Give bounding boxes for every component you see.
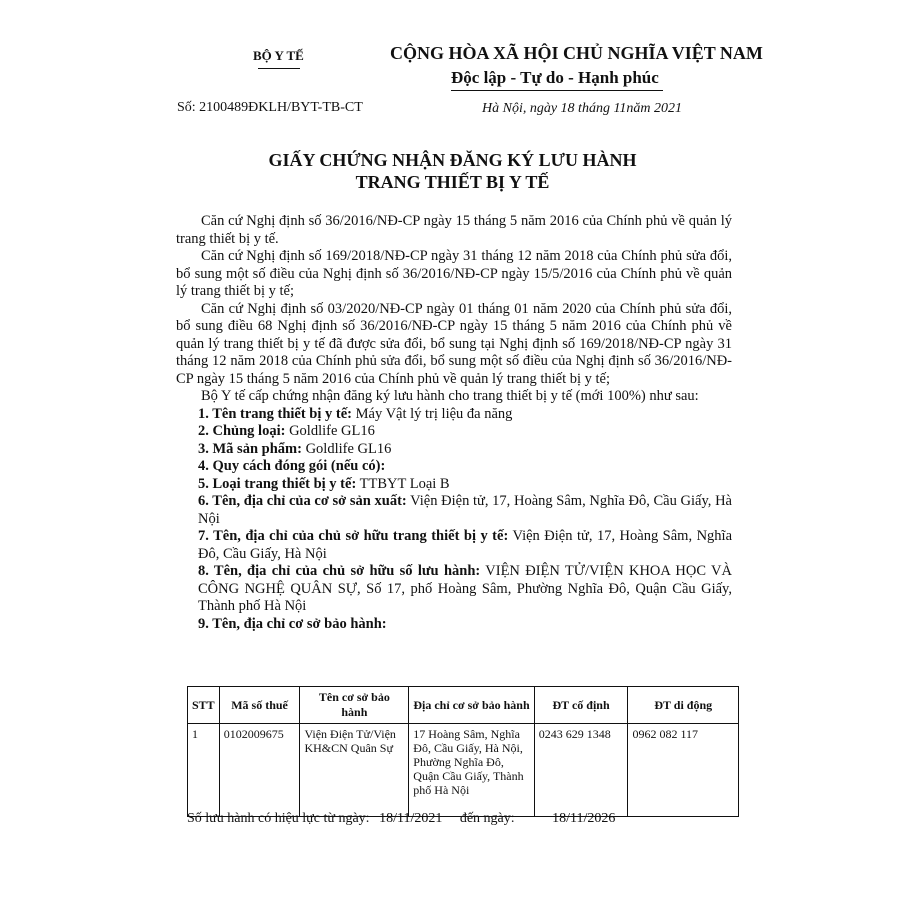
- item-label: 2. Chủng loại:: [198, 423, 286, 439]
- republic-heading: CỘNG HÒA XÃ HỘI CHỦ NGHĨA VIỆT NAM: [390, 43, 763, 63]
- table-header-cell: Mã số thuế: [219, 687, 300, 724]
- warranty-table: [187, 686, 739, 817]
- table-cell: Viện Điện Tử/Viện KH&CN Quân Sự: [300, 724, 409, 817]
- document-date: Hà Nội, ngày 18 tháng 11năm 2021: [482, 101, 683, 116]
- table-header-cell: STT: [188, 687, 220, 724]
- table-header-cell: ĐT cố định: [534, 687, 628, 724]
- validity-line: [187, 811, 621, 827]
- item-label: 9. Tên, địa chỉ cơ sở bảo hành:: [198, 615, 387, 632]
- validity-from-date: 18/11/2021: [379, 811, 443, 826]
- item-value: Máy Vật lý trị liệu đa năng: [352, 405, 513, 422]
- table-cell: 17 Hoàng Sâm, Nghĩa Đô, Cầu Giấy, Hà Nội, Phường Nghĩa Đô, Quận Cầu Giấy, Thành phố Hà Nội: [409, 724, 534, 817]
- table-header-cell: Địa chỉ cơ sở bảo hành: [409, 687, 534, 724]
- item-label: 8. Tên, địa chỉ của chủ sở hữu số lưu hành:: [198, 563, 481, 579]
- preamble-paragraph: Căn cứ Nghị định số 03/2020/NĐ-CP ngày 01 tháng 01 năm 2020 của Chính phủ sửa đổi, bổ sung điều 68 Nghị định số 36/2016/NĐ-CP ngày 15 tháng 5 năm 2016 của Chính phủ về quản lý trang thiết bị y tế đã được sửa đổi, bổ sung tại Nghị định số 169/2018/NĐ-CP ngày 31 tháng 12 năm 2018 của Chính phủ sửa đổi, bổ sung một số điều của Nghị định số 36/2016/NĐ-CP ngày 15 tháng 5 năm 2016 của Chính phủ về quản lý trang thiết bị y tế;: [176, 300, 732, 387]
- table-row: [188, 724, 739, 817]
- motto-underline: [451, 90, 663, 91]
- validity-to-date: 18/11/2026: [552, 811, 616, 826]
- item-device-class: [176, 476, 732, 494]
- document-number: Số: 2100489ĐKLH/BYT-TB-CT: [177, 100, 363, 115]
- validity-to-label: đến ngày:: [459, 811, 515, 826]
- item-manufacturer: [176, 493, 732, 528]
- item-warranty-facility: [176, 616, 732, 634]
- table-header-cell: ĐT di động: [628, 687, 739, 724]
- ministry-name: BỘ Y TẾ: [253, 48, 304, 63]
- document-title-line1: GIẤY CHỨNG NHẬN ĐĂNG KÝ LƯU HÀNH: [268, 150, 637, 170]
- national-motto: Độc lập - Tự do - Hạnh phúc: [451, 68, 659, 87]
- item-label: 7. Tên, địa chỉ của chủ sở hữu trang thiết bị y tế:: [198, 528, 509, 544]
- item-label: 4. Quy cách đóng gói (nếu có):: [198, 458, 386, 474]
- item-label: 3. Mã sản phẩm:: [198, 440, 302, 457]
- item-label: 1. Tên trang thiết bị y tế:: [198, 405, 352, 422]
- item-packaging: [176, 458, 732, 476]
- item-value: Goldlife GL16: [285, 423, 375, 439]
- item-model: [176, 423, 732, 441]
- item-registration-owner: [176, 563, 732, 616]
- ministry-underline: [258, 68, 300, 69]
- table-cell: 0243 629 1348: [534, 724, 628, 817]
- table-cell: 1: [188, 724, 220, 817]
- item-value: VIỆN ĐIỆN TỬ/VIỆN KHOA HỌC VÀ CÔNG NGHỆ QUÂN SỰ, Số 17, phố Hoàng Sâm, Phường Nghĩa Đô, Quận Cầu Giấy, Thành phố Hà Nội: [198, 563, 732, 614]
- item-value: Viện Điện tử, 17, Hoàng Sâm, Nghĩa Đô, Cầu Giấy, Hà Nội: [198, 493, 732, 527]
- preamble-paragraph: Bộ Y tế cấp chứng nhận đăng ký lưu hành cho trang thiết bị y tế (mới 100%) như sau:: [201, 388, 699, 404]
- item-device-name: [176, 406, 732, 424]
- table-cell: 0962 082 117: [628, 724, 739, 817]
- warranty-table-wrapper: [187, 686, 739, 817]
- validity-from-label: Số lưu hành có hiệu lực từ ngày:: [187, 811, 370, 826]
- preamble-paragraph: Căn cứ Nghị định số 169/2018/NĐ-CP ngày 31 tháng 12 năm 2018 của Chính phủ sửa đổi, bổ sung một số điều của Nghị định số 36/2016/NĐ-CP ngày 15/5/2016 của Chính phủ về quản lý trang thiết bị y tế;: [176, 248, 732, 299]
- table-cell: 0102009675: [219, 724, 300, 817]
- table-header-cell: Tên cơ sở bảo hành: [300, 687, 409, 724]
- item-device-owner: [176, 528, 732, 563]
- item-label: 5. Loại trang thiết bị y tế:: [198, 475, 357, 492]
- item-product-code: [176, 441, 732, 459]
- item-label: 6. Tên, địa chỉ của cơ sở sản xuất:: [198, 493, 407, 509]
- item-value: TTBYT Loại B: [356, 475, 450, 492]
- item-value: Goldlife GL16: [301, 440, 392, 457]
- preamble-paragraph: Căn cứ Nghị định số 36/2016/NĐ-CP ngày 15 tháng 5 năm 2016 của Chính phủ về quản lý trang thiết bị y tế.: [176, 213, 732, 247]
- item-value: Viện Điện tử, 17, Hoàng Sâm, Nghĩa Đô, Cầu Giấy, Hà Nội: [198, 528, 732, 562]
- document-body: [176, 213, 732, 633]
- table-header-row: [188, 687, 739, 724]
- document-title-line2: TRANG THIẾT BỊ Y TẾ: [355, 172, 550, 192]
